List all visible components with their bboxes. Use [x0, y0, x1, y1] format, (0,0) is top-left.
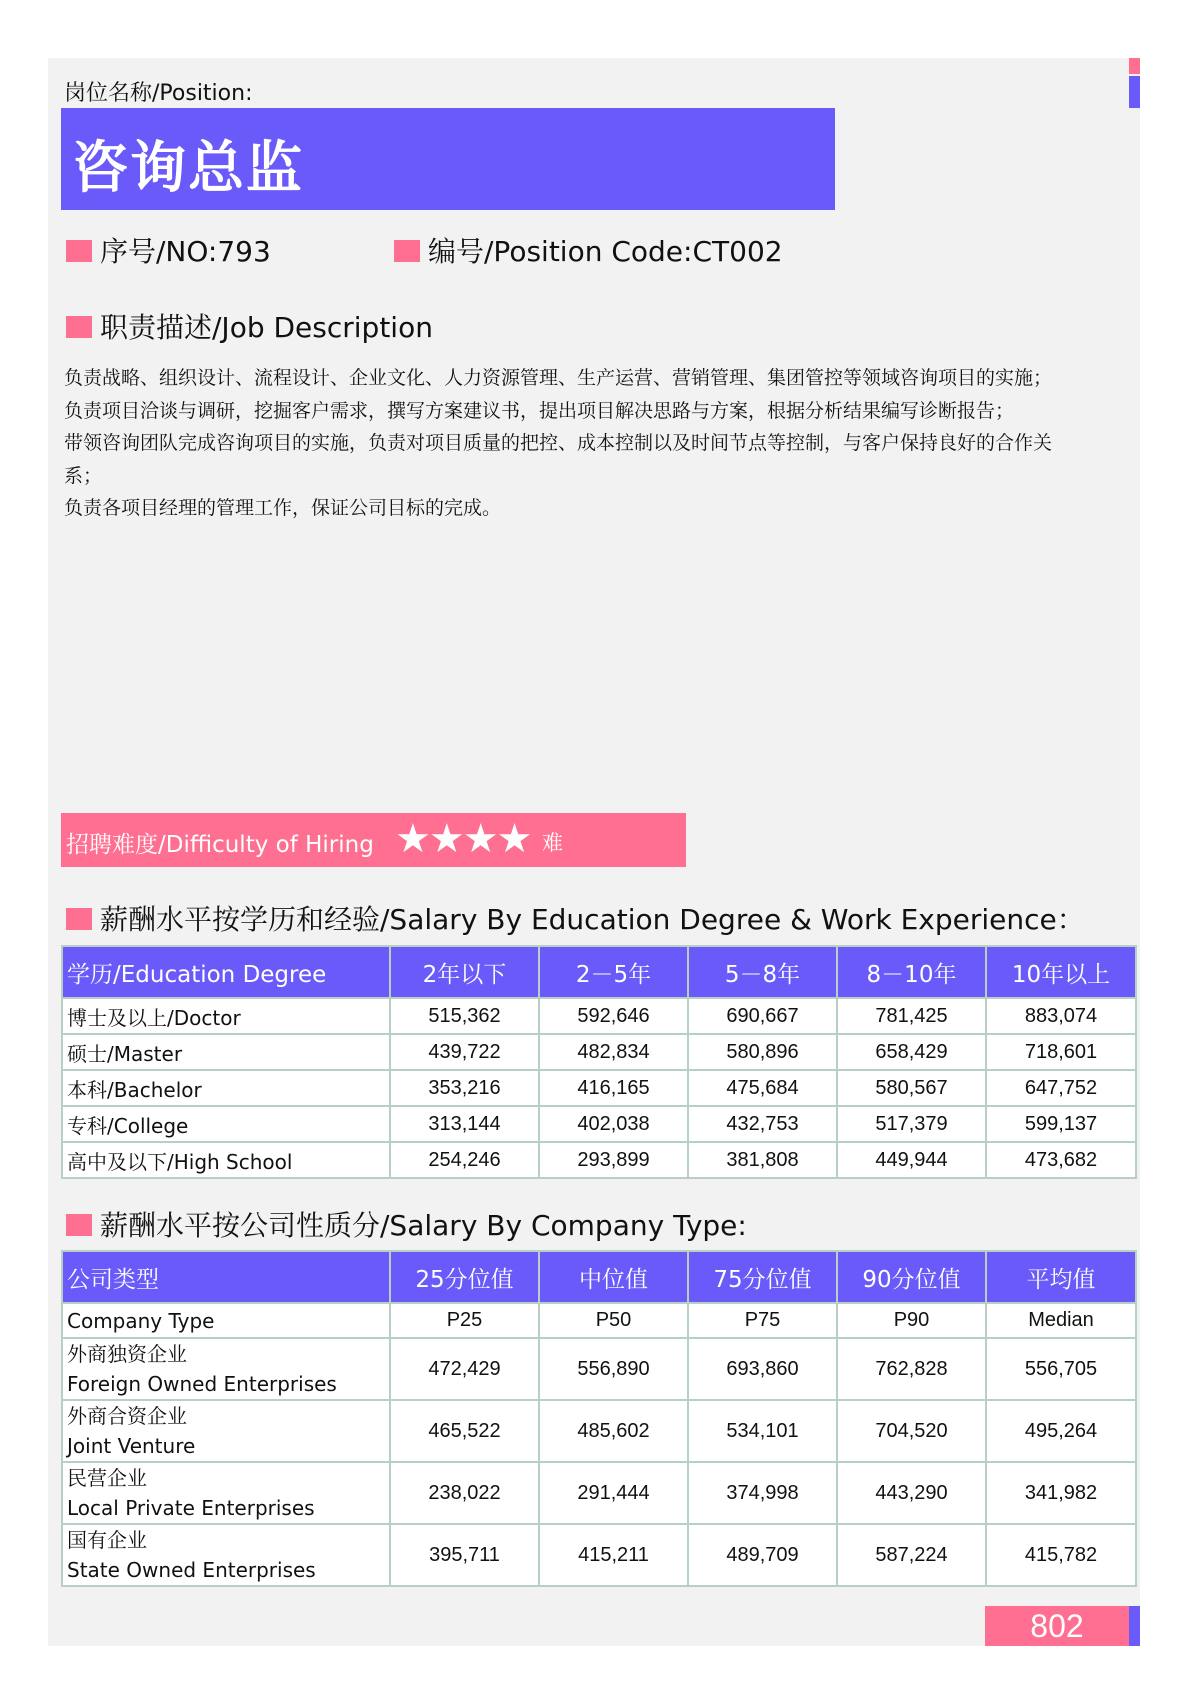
- position-code-text: 编号/Position Code:CT002: [428, 235, 783, 268]
- description-line: 负责各项目经理的管理工作，保证公司目标的完成。: [64, 497, 502, 519]
- table-cell: 658,429: [837, 1034, 986, 1070]
- table-header-row: [62, 1251, 1136, 1303]
- table-cell: 416,165: [539, 1070, 688, 1106]
- row-label: [62, 1338, 390, 1400]
- table-cell: 238,022: [390, 1462, 539, 1524]
- square-bullet-icon: [66, 240, 92, 262]
- row-label-cn: 外商独资企业: [67, 1342, 187, 1366]
- table-row: [62, 1524, 1136, 1586]
- hiring-difficulty-label: 招聘难度/Difficulty of Hiring: [66, 832, 374, 858]
- column-header: 90分位值: [837, 1251, 986, 1303]
- table-cell: 341,982: [986, 1462, 1136, 1524]
- position-code: [394, 230, 783, 270]
- table-cell: 489,709: [688, 1524, 837, 1586]
- table-cell: P50: [539, 1303, 688, 1338]
- table-cell: P25: [390, 1303, 539, 1338]
- hiring-difficulty-bar: [61, 813, 686, 867]
- table-cell: 432,753: [688, 1106, 837, 1142]
- column-header: 5－8年: [688, 946, 837, 998]
- row-label-en: Local Private Enterprises: [67, 1496, 315, 1520]
- table-cell: 762,828: [837, 1338, 986, 1400]
- table-row: [62, 1142, 1136, 1178]
- salary-company-heading: [66, 1204, 747, 1244]
- corner-accent-pink: [1129, 58, 1140, 74]
- job-description-heading: [66, 306, 433, 346]
- column-header: 25分位值: [390, 1251, 539, 1303]
- salary-education-table: [61, 945, 1137, 1179]
- table-cell: 402,038: [539, 1106, 688, 1142]
- table-cell: 485,602: [539, 1400, 688, 1462]
- salary-company-table: [61, 1250, 1137, 1587]
- table-cell: 534,101: [688, 1400, 837, 1462]
- square-bullet-icon: [66, 1214, 92, 1236]
- job-description-heading-text: 职责描述/Job Description: [100, 311, 433, 344]
- description-line: 系；: [64, 464, 103, 487]
- table-cell: 587,224: [837, 1524, 986, 1586]
- description-line: 负责项目洽谈与调研，挖掘客户需求，撰写方案建议书，提出项目解决思路与方案，根据分析结果编写诊断报告；: [64, 399, 1015, 422]
- column-header: 75分位值: [688, 1251, 837, 1303]
- table-cell: 718,601: [986, 1034, 1136, 1070]
- table-cell: 482,834: [539, 1034, 688, 1070]
- row-label: 高中及以下/High School: [62, 1142, 390, 1178]
- row-label-cn: 国有企业: [67, 1528, 147, 1552]
- column-header: 学历/Education Degree: [62, 946, 390, 998]
- row-label: 专科/College: [62, 1106, 390, 1142]
- column-header: 平均值: [986, 1251, 1136, 1303]
- row-label-en: Joint Venture: [67, 1434, 196, 1458]
- table-cell: 374,998: [688, 1462, 837, 1524]
- row-label-en: State Owned Enterprises: [67, 1558, 316, 1582]
- row-label: [62, 1524, 390, 1586]
- title-banner: [61, 108, 835, 210]
- table-row: [62, 998, 1136, 1034]
- table-cell: 693,860: [688, 1338, 837, 1400]
- table-row: [62, 1462, 1136, 1524]
- table-row: [62, 1106, 1136, 1142]
- table-cell: 690,667: [688, 998, 837, 1034]
- column-header: 8－10年: [837, 946, 986, 998]
- star-rating-icon: ★★★★: [395, 816, 531, 862]
- square-bullet-icon: [394, 240, 420, 262]
- row-label: 本科/Bachelor: [62, 1070, 390, 1106]
- page-number-accent: [1129, 1606, 1140, 1646]
- square-bullet-icon: [66, 908, 92, 930]
- table-cell: 472,429: [390, 1338, 539, 1400]
- table-row: [62, 1070, 1136, 1106]
- column-header: 公司类型: [62, 1251, 390, 1303]
- table-cell: P75: [688, 1303, 837, 1338]
- table-cell: 473,682: [986, 1142, 1136, 1178]
- page-number-box: [985, 1606, 1129, 1646]
- table-cell: 517,379: [837, 1106, 986, 1142]
- row-label: [62, 1462, 390, 1524]
- hiring-difficulty-level: 难: [542, 831, 563, 855]
- table-cell: 599,137: [986, 1106, 1136, 1142]
- table-cell: 592,646: [539, 998, 688, 1034]
- table-cell: 781,425: [837, 998, 986, 1034]
- table-cell: 395,711: [390, 1524, 539, 1586]
- table-cell: 353,216: [390, 1070, 539, 1106]
- table-cell: Median: [986, 1303, 1136, 1338]
- serial-number: [66, 230, 271, 270]
- position-label: 岗位名称/Position:: [64, 81, 253, 106]
- job-description-body: [64, 362, 1134, 525]
- table-cell: 293,899: [539, 1142, 688, 1178]
- salary-company-heading-text: 薪酬水平按公司性质分/Salary By Company Type:: [100, 1209, 747, 1242]
- table-row: [62, 1034, 1136, 1070]
- row-label-cn: 外商合资企业: [67, 1404, 187, 1428]
- table-cell: 580,896: [688, 1034, 837, 1070]
- row-label: Company Type: [62, 1303, 390, 1338]
- row-label: 硕士/Master: [62, 1034, 390, 1070]
- row-label-en: Foreign Owned Enterprises: [67, 1372, 337, 1396]
- table-cell: 515,362: [390, 998, 539, 1034]
- table-cell: 580,567: [837, 1070, 986, 1106]
- corner-accent-purple: [1129, 76, 1140, 108]
- table-cell: 475,684: [688, 1070, 837, 1106]
- column-header: 10年以上: [986, 946, 1136, 998]
- table-cell: 381,808: [688, 1142, 837, 1178]
- square-bullet-icon: [66, 316, 92, 338]
- row-label: [62, 1400, 390, 1462]
- table-cell: 415,782: [986, 1524, 1136, 1586]
- salary-education-heading-text: 薪酬水平按学历和经验/Salary By Education Degree & Work Experience：: [100, 903, 1085, 936]
- table-row: [62, 1400, 1136, 1462]
- table-cell: 495,264: [986, 1400, 1136, 1462]
- description-line: 负责战略、组织设计、流程设计、企业文化、人力资源管理、生产运营、营销管理、集团管控等领域咨询项目的实施；: [64, 367, 1053, 389]
- table-cell: 254,246: [390, 1142, 539, 1178]
- table-cell: 443,290: [837, 1462, 986, 1524]
- table-cell: 704,520: [837, 1400, 986, 1462]
- table-cell: 313,144: [390, 1106, 539, 1142]
- table-cell: 291,444: [539, 1462, 688, 1524]
- table-cell: 556,705: [986, 1338, 1136, 1400]
- page-number: 802: [1030, 1608, 1084, 1644]
- table-cell: 449,944: [837, 1142, 986, 1178]
- salary-education-heading: [66, 898, 1085, 938]
- table-cell: 439,722: [390, 1034, 539, 1070]
- table-subheader-row: [62, 1303, 1136, 1338]
- row-label: 博士及以上/Doctor: [62, 998, 390, 1034]
- table-row: [62, 1338, 1136, 1400]
- table-cell: 883,074: [986, 998, 1136, 1034]
- row-label-cn: 民营企业: [67, 1466, 147, 1490]
- table-cell: 465,522: [390, 1400, 539, 1462]
- table-cell: 556,890: [539, 1338, 688, 1400]
- position-title: 咨询总监: [72, 136, 304, 201]
- column-header: 2－5年: [539, 946, 688, 998]
- serial-number-text: 序号/NO:793: [100, 235, 271, 268]
- table-header-row: [62, 946, 1136, 998]
- column-header: 2年以下: [390, 946, 539, 998]
- table-cell: P90: [837, 1303, 986, 1338]
- table-cell: 415,211: [539, 1524, 688, 1586]
- column-header: 中位值: [539, 1251, 688, 1303]
- description-line: 带领咨询团队完成咨询项目的实施，负责对项目质量的把控、成本控制以及时间节点等控制，与客户保持良好的合作关: [64, 432, 1053, 454]
- table-cell: 647,752: [986, 1070, 1136, 1106]
